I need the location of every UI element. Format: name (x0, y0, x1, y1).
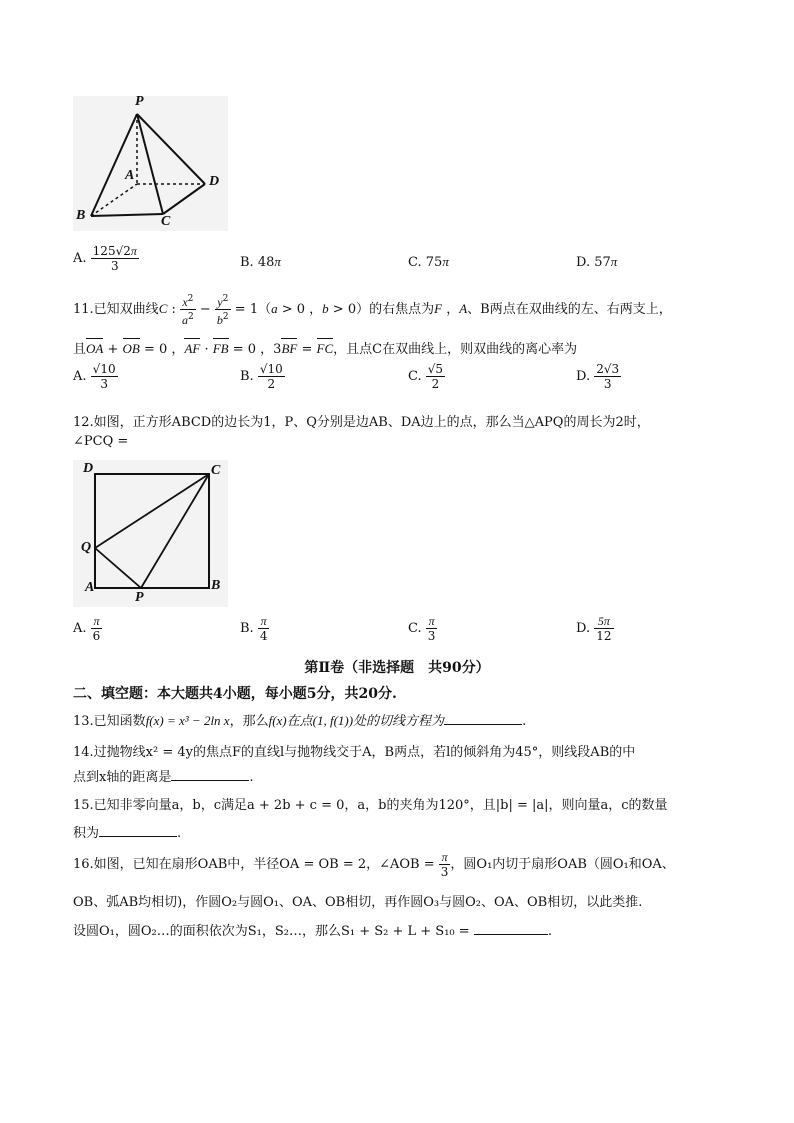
square-figure (73, 460, 228, 607)
q10-option-c: C. 75π (408, 254, 449, 270)
label-Q: Q (81, 540, 92, 555)
part-heading: 二、填空题：本大题共4小题，每小题5分，共20分. (73, 686, 397, 702)
label-A: A (125, 168, 135, 183)
q14-line2: 点到x轴的距离是 . (73, 770, 254, 785)
label-C: C (211, 463, 221, 478)
q12-line1: 12.如图，正方形ABCD的边长为1，P、Q分别是边AB、DA边上的点，那么当△APQ的周长为2时， (73, 415, 650, 430)
q16-line3: 设圆O₁，圆O₂…的面积依次为S₁，S₂…，那么S₁ + S₂ + L + S₁₀ = . (73, 924, 552, 939)
label-B: B (211, 578, 221, 593)
answer-blank[interactable] (99, 824, 177, 837)
pyramid-figure (73, 96, 228, 231)
section-title: 第Ⅱ卷（非选择题 共90分） (304, 660, 490, 676)
label-C: C (161, 214, 171, 229)
q10-option-a: A. $\frac{125√2\pi}{3}$ (73, 244, 137, 273)
q15-line2: 积为 . (73, 826, 182, 841)
q14-line1: 14.过抛物线x² = 4y的焦点F的直线l与抛物线交于A，B两点，若l的倾斜角为45°，则线段AB的中 (73, 745, 636, 760)
q15-line1: 15.已知非零向量a，b，c满足a + 2b + c = 0，a，b的夹角为120°，且|b| = |a|，则向量a，c的数量 (73, 798, 668, 813)
q11-line2: 且OA + OB = 0 ，AF · FB = 0 ，3BF = FC，且点C在双曲线上，则双曲线的离心率为 (73, 341, 578, 357)
q10-option-b: B. 48π (240, 254, 281, 270)
q12-option-c: C. $\frac{\pi}{3}$ (408, 614, 436, 643)
q12-option-a: A. $\frac{\pi}{6}$ (73, 614, 101, 643)
label-B: B (76, 208, 86, 223)
q12-option-b: B. $\frac{\pi}{4}$ (240, 614, 268, 643)
answer-blank[interactable] (474, 922, 548, 935)
pyramid-diagram (73, 96, 228, 231)
label-A: A (85, 580, 95, 595)
label-P: P (135, 94, 144, 109)
q11-option-b: B. $\frac{√10}{2}$ (240, 362, 283, 391)
q11-option-d: D. $\frac{2√3}{3}$ (576, 362, 620, 391)
q16-line2: OB、弧AB均相切)，作圆O₂与圆O₁、OA、OB相切，再作圆O₃与圆O₂、OA、OB相切，以此类推. (73, 895, 643, 910)
q16-line1: 16.如图，已知在扇形OAB中，半径OA = OB = 2，∠AOB = $\frac{\pi}{3}$ ，圆O₁内切于扇形OAB（圆O₁和OA、 (73, 850, 675, 879)
q12-option-d: D. $\frac{5\pi}{12}$ (576, 614, 612, 643)
q10-option-d: D. 57π (576, 254, 618, 270)
answer-blank[interactable] (444, 712, 522, 725)
q11-line1: 11.已知双曲线C : $\frac{x^2}{a^2}$ − $\frac{y^2}{b^2}$ = 1（a > 0 ，b > 0）的右焦点为F ，A、B两点在双曲线的左、右两支上， (73, 294, 672, 327)
square-diagram (73, 460, 228, 607)
answer-blank[interactable] (171, 768, 249, 781)
q11-option-a: A. $\frac{√10}{3}$ (73, 362, 116, 391)
label-P: P (135, 590, 144, 605)
q12-line2: ∠PCQ = (73, 434, 129, 449)
q13-text: 13.已知函数f(x) = x³ − 2ln x，那么f(x)在点(1, f(1))处的切线方程为 . (73, 713, 527, 729)
label-D: D (83, 461, 94, 476)
label-D: D (209, 174, 220, 189)
q11-option-c: C. $\frac{√5}{2}$ (408, 362, 444, 391)
